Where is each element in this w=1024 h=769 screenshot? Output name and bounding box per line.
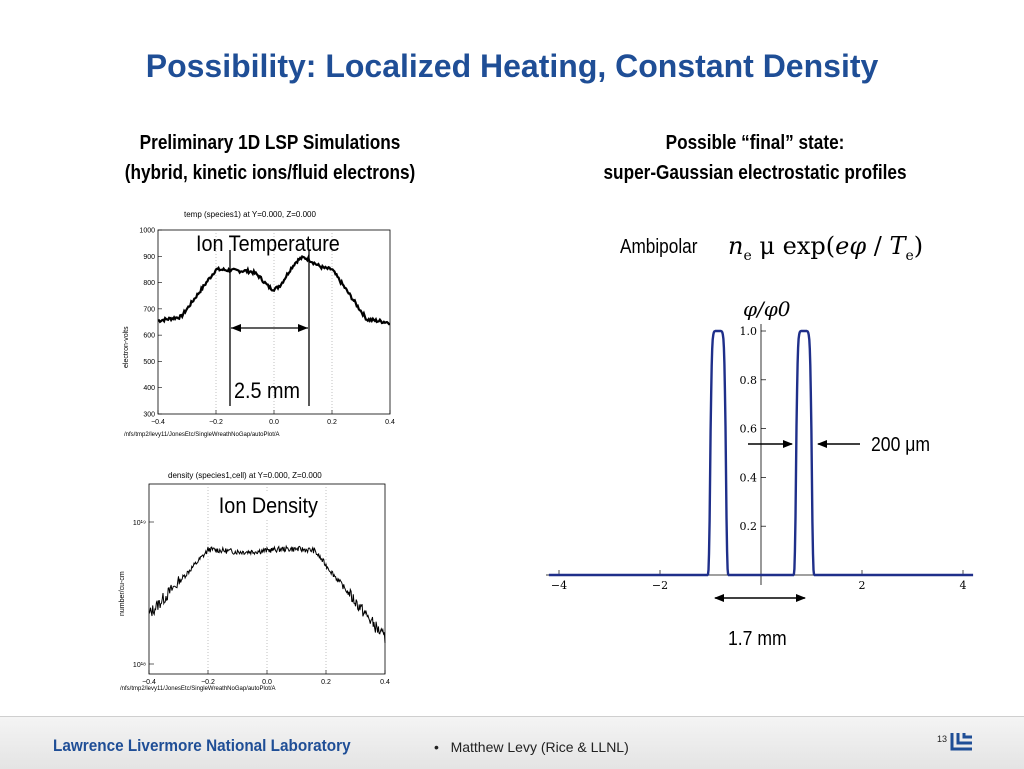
ion-density-label: Ion Density (218, 493, 318, 518)
bottom-plot-ylabel: number/cu-cm (119, 571, 126, 616)
separation-label: 1.7 mm (728, 628, 787, 650)
left-column-heading (89, 128, 450, 188)
bottom-plot-path: /nfs/tmp2/levy11/JonesEtc/SingleWreathNoGap/autoPlot/A (120, 686, 276, 692)
ion-temperature-label: Ion Temperature (196, 231, 340, 256)
bottom-ytick-label: 10¹⁹ (132, 520, 146, 527)
top-xtick-label: 0.0 (269, 419, 279, 426)
top-xtick-label: −0.2 (209, 419, 223, 426)
potential-ytick-label: 0.2 (739, 520, 757, 534)
width-label: 200 μm (871, 434, 931, 456)
llnl-logo-icon (950, 731, 976, 753)
left-width-arrow-head (783, 440, 793, 448)
equation-ephi: eφ (835, 232, 867, 260)
separation-arrow-left-head (714, 594, 724, 602)
bottom-xtick-label: −0.4 (142, 679, 156, 686)
top-plot-yticks (139, 228, 162, 419)
top-ytick-label: 600 (143, 332, 155, 340)
top-xtick-label: 0.2 (327, 419, 337, 426)
right-heading-line2: super-Gaussian electrostatic profiles (603, 162, 907, 184)
potential-yticks (740, 325, 767, 533)
bottom-ytick-label: 10¹⁸ (132, 662, 146, 669)
potential-ylabel: φ/φ0 (743, 297, 791, 321)
top-ytick-label: 400 (143, 385, 155, 393)
bottom-plot-yticks (133, 520, 154, 669)
equation-proportional: μ (759, 232, 776, 260)
bottom-plot-title: density (species1,cell) at Y=0.000, Z=0.000 (168, 471, 322, 480)
potential-xtick-label: −4 (550, 579, 568, 592)
top-xtick-label: −0.4 (151, 419, 165, 426)
left-heading-line1: Preliminary 1D LSP Simulations (139, 132, 401, 154)
equation-n: n (728, 232, 744, 260)
page-number: 13 (937, 734, 948, 744)
right-width-arrow-head (817, 440, 827, 448)
top-ytick-label: 900 (143, 253, 155, 261)
equation-T-sub: e (905, 247, 914, 264)
potential-ytick-label: 0.4 (739, 471, 757, 485)
top-plot-xticks (151, 410, 395, 426)
potential-xtick-label: −2 (651, 579, 669, 592)
potential-ytick-label: 1.0 (739, 325, 757, 338)
top-ytick-label: 700 (143, 306, 155, 314)
lab-name: Lawrence Livermore National Laboratory (53, 736, 351, 755)
top-plot-title: temp (species1) at Y=0.000, Z=0.000 (184, 210, 316, 219)
temperature-width-label: 2.5 mm (234, 378, 301, 403)
equation-slash: / (866, 232, 890, 260)
width-arrow-right-head (298, 324, 308, 332)
author-bullet: • Matthew Levy (Rice & LLNL) (434, 739, 629, 755)
potential-xticks (551, 570, 967, 592)
slide-title: Possibility: Localized Heating, Constant Density (145, 48, 879, 84)
bottom-xtick-label: 0.0 (262, 679, 272, 686)
bottom-xtick-label: 0.4 (380, 679, 390, 686)
author-name: Matthew Levy (Rice & LLNL) (450, 739, 629, 755)
top-ytick-label: 1000 (139, 227, 155, 235)
equation-T: T (889, 232, 906, 260)
bottom-xtick-label: −0.2 (201, 679, 215, 686)
top-plot-ylabel: electron-volts (123, 326, 130, 368)
right-heading-line1: Possible “final” state: (665, 132, 845, 154)
ambipolar-equation (728, 232, 923, 264)
width-arrow-left-head (231, 324, 241, 332)
left-heading-line2: (hybrid, kinetic ions/fluid electrons) (124, 162, 416, 184)
bottom-xtick-label: 0.2 (321, 679, 331, 686)
equation-exp: exp( (782, 232, 836, 260)
bottom-plot-xticks (142, 670, 390, 686)
equation-close: ) (913, 232, 924, 260)
separation-arrow-right-head (796, 594, 806, 602)
top-ytick-label: 500 (143, 358, 155, 366)
potential-xtick-label: 4 (959, 579, 967, 592)
potential-xtick-label: 2 (858, 579, 866, 592)
right-column-heading (574, 128, 935, 188)
equation-n-sub: e (743, 247, 752, 264)
potential-ytick-label: 0.6 (739, 422, 757, 436)
top-ytick-label: 300 (143, 411, 155, 419)
top-ytick-label: 800 (143, 280, 155, 288)
potential-ytick-label: 0.8 (739, 373, 757, 387)
top-plot-path: /nfs/tmp2/levy11/JonesEtc/SingleWreathNoGap/autoPlot/A (124, 432, 280, 438)
top-xtick-label: 0.4 (385, 419, 395, 426)
ambipolar-label: Ambipolar (620, 236, 698, 258)
